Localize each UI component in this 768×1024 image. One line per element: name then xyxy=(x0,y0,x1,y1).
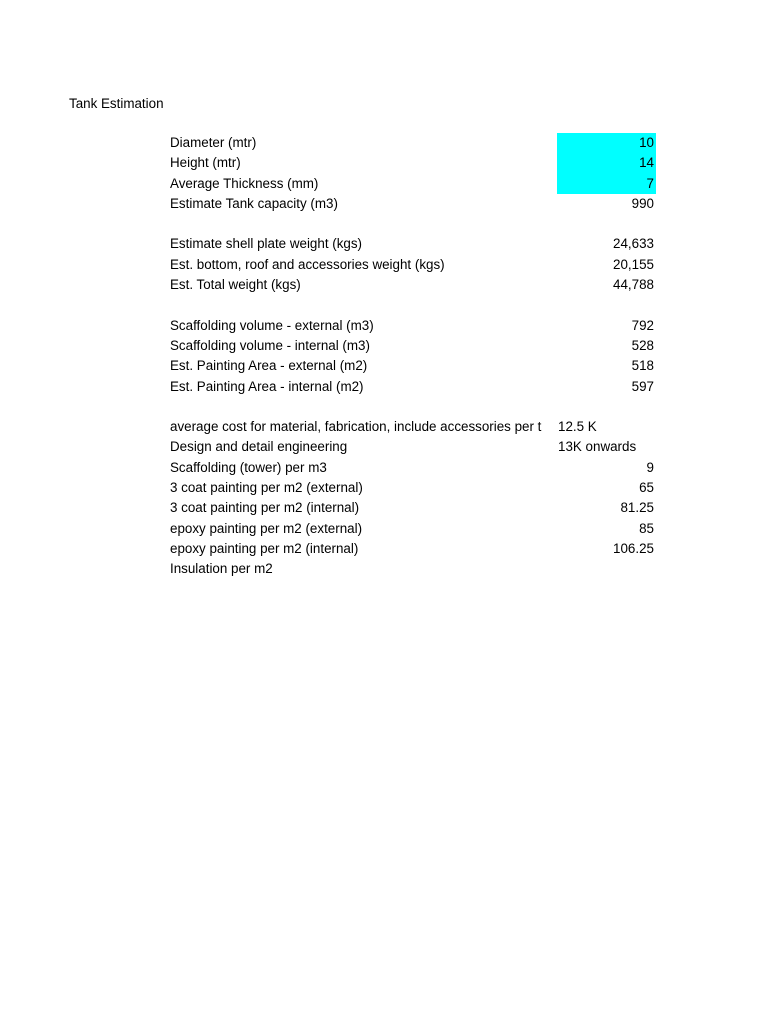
cost-row xyxy=(168,458,658,478)
weight-label: Est. bottom, roof and accessories weight (kgs) xyxy=(170,256,445,272)
area-value: 792 xyxy=(631,317,654,333)
cost-value: 65 xyxy=(639,480,654,496)
spacer-row xyxy=(168,214,658,234)
weight-value: 44,788 xyxy=(613,277,654,293)
input-value-cell[interactable]: 7 xyxy=(557,174,656,194)
input-value-cell[interactable]: 10 xyxy=(557,133,656,153)
cost-label: Scaffolding (tower) per m3 xyxy=(170,459,327,475)
weight-row xyxy=(168,234,658,254)
capacity-value: 990 xyxy=(631,195,654,211)
area-row xyxy=(168,336,658,356)
input-value-cell[interactable]: 14 xyxy=(557,153,656,173)
cost-label: 3 coat painting per m2 (external) xyxy=(170,480,363,496)
cost-value: 12.5 K xyxy=(558,419,597,435)
input-label: Height (mtr) xyxy=(170,155,241,171)
cost-row xyxy=(168,539,658,559)
cost-row xyxy=(168,437,658,457)
weight-label: Est. Total weight (kgs) xyxy=(170,277,301,293)
capacity-label: Estimate Tank capacity (m3) xyxy=(170,195,338,211)
cost-row xyxy=(168,559,658,579)
input-label: Average Thickness (mm) xyxy=(170,175,319,191)
area-label: Est. Painting Area - external (m2) xyxy=(170,358,368,374)
weight-label: Estimate shell plate weight (kgs) xyxy=(170,236,363,252)
cost-label: epoxy painting per m2 (internal) xyxy=(170,540,359,556)
weight-value: 24,633 xyxy=(613,236,654,252)
spacer-row xyxy=(168,295,658,315)
sheet-title: Tank Estimation xyxy=(69,96,164,111)
cost-row xyxy=(168,519,658,539)
input-row-thickness xyxy=(168,174,658,194)
area-value: 528 xyxy=(631,337,654,353)
area-label: Est. Painting Area - internal (m2) xyxy=(170,378,364,394)
cost-row xyxy=(168,417,658,437)
spacer-row xyxy=(168,397,658,417)
area-value: 597 xyxy=(631,378,654,394)
weight-value: 20,155 xyxy=(613,256,654,272)
weight-row xyxy=(168,275,658,295)
capacity-row xyxy=(168,194,658,214)
area-row xyxy=(168,356,658,376)
weight-row xyxy=(168,255,658,275)
input-row-diameter xyxy=(168,133,658,153)
estimation-sheet xyxy=(168,133,658,580)
cost-label: 3 coat painting per m2 (internal) xyxy=(170,500,360,516)
cost-value: 106.25 xyxy=(613,540,654,556)
area-row xyxy=(168,377,658,397)
cost-value: 13K onwards xyxy=(558,439,637,455)
cost-row xyxy=(168,478,658,498)
input-label: Diameter (mtr) xyxy=(170,135,257,150)
cost-value xyxy=(557,559,656,579)
area-label: Scaffolding volume - external (m3) xyxy=(170,317,374,333)
area-label: Scaffolding volume - internal (m3) xyxy=(170,337,370,353)
cost-label: Design and detail engineering xyxy=(170,439,348,455)
input-row-height xyxy=(168,153,658,173)
cost-label: Insulation per m2 xyxy=(170,561,273,577)
cost-value: 85 xyxy=(639,520,654,536)
area-value: 518 xyxy=(631,358,654,374)
area-row xyxy=(168,316,658,336)
cost-row xyxy=(168,498,658,518)
cost-label: epoxy painting per m2 (external) xyxy=(170,520,363,536)
cost-label: average cost for material, fabrication, include accessories per t xyxy=(170,419,542,435)
cost-value: 81.25 xyxy=(620,500,654,516)
cost-value: 9 xyxy=(646,459,654,475)
